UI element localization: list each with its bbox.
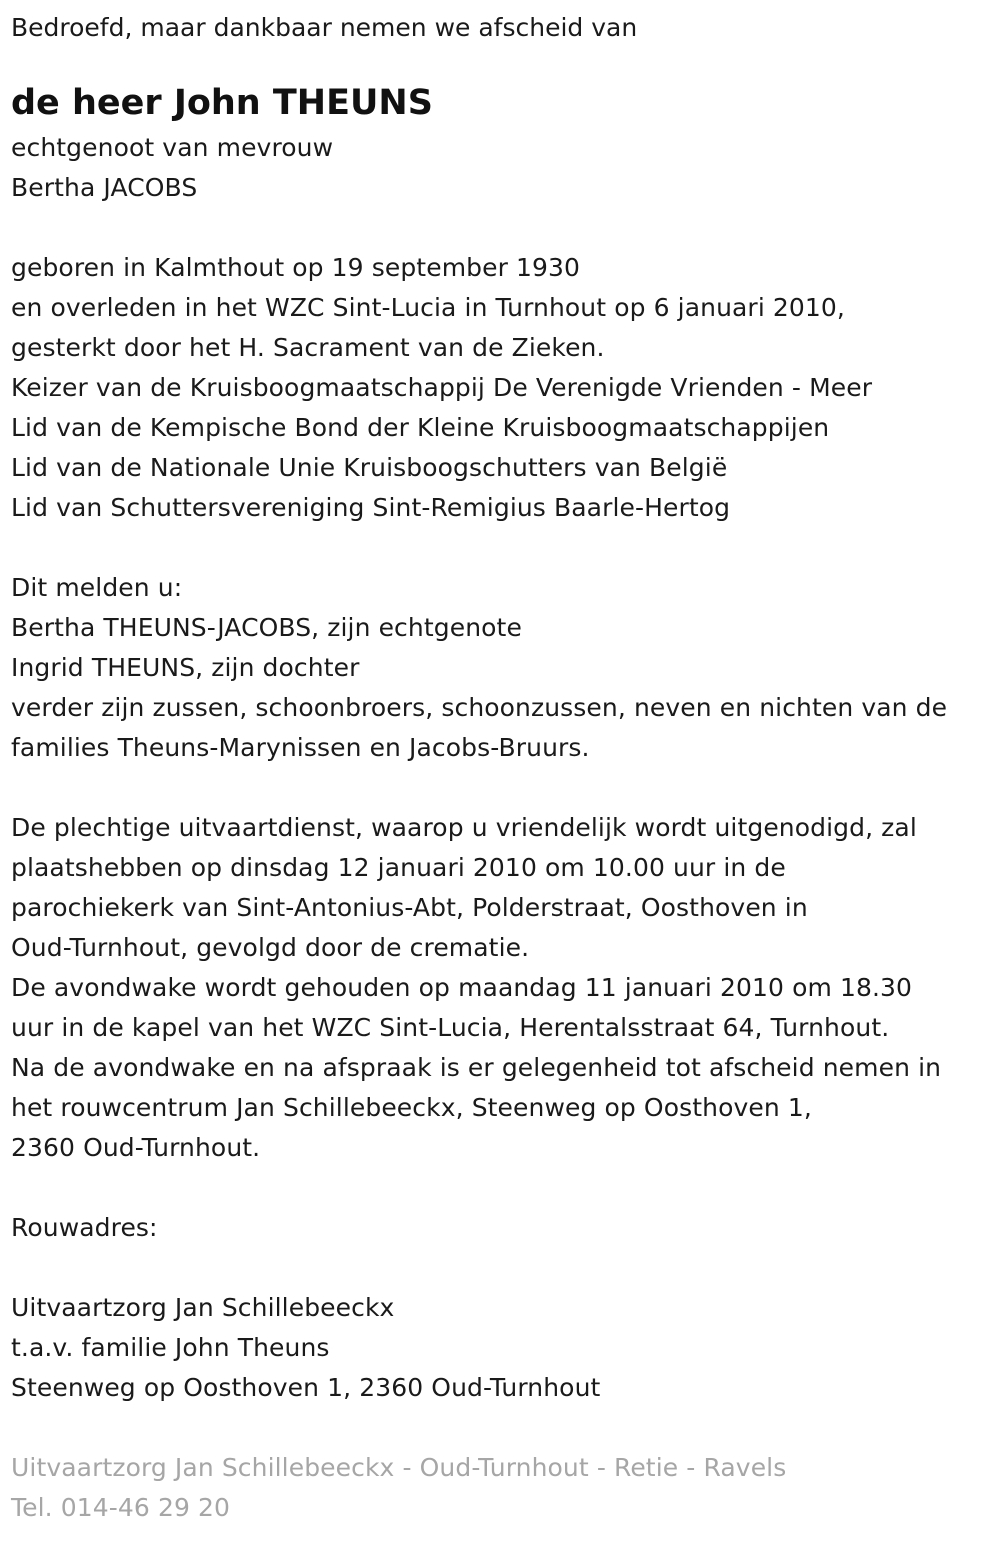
address-section bbox=[11, 1288, 996, 1408]
footer bbox=[11, 1448, 996, 1528]
service-section bbox=[11, 808, 996, 1168]
intro-text: Bedroefd, maar dankbaar nemen we afscheid van bbox=[11, 13, 638, 42]
life-line: en overleden in het WZC Sint-Lucia in Turnhout op 6 januari 2010, bbox=[11, 293, 845, 322]
spacer bbox=[11, 528, 996, 568]
family-line: Bertha THEUNS-JACOBS, zijn echtgenote bbox=[11, 613, 522, 642]
address-line: Uitvaartzorg Jan Schillebeeckx bbox=[11, 1293, 395, 1322]
death-notice bbox=[11, 8, 996, 1528]
service-line: De avondwake wordt gehouden op maandag 11 januari 2010 om 18.30 bbox=[11, 973, 913, 1002]
service-line: De plechtige uitvaartdienst, waarop u vriendelijk wordt uitgenodigd, zal bbox=[11, 813, 917, 842]
service-line: parochiekerk van Sint-Antonius-Abt, Polderstraat, Oosthoven in bbox=[11, 893, 808, 922]
spacer bbox=[11, 1248, 996, 1288]
spacer bbox=[11, 1168, 996, 1208]
service-line: uur in de kapel van het WZC Sint-Lucia, Herentalsstraat 64, Turnhout. bbox=[11, 1013, 890, 1042]
address-line: Steenweg op Oosthoven 1, 2360 Oud-Turnhout bbox=[11, 1373, 601, 1402]
life-line: geboren in Kalmthout op 19 september 1930 bbox=[11, 253, 581, 282]
spouse-section bbox=[11, 128, 996, 208]
footer-phone: Tel. 014-46 29 20 bbox=[11, 1493, 231, 1522]
family-line: verder zijn zussen, schoonbroers, schoonzussen, neven en nichten van de bbox=[11, 693, 948, 722]
spacer bbox=[11, 208, 996, 248]
spouse-line: echtgenoot van mevrouw bbox=[11, 133, 334, 162]
membership-line: Keizer van de Kruisboogmaatschappij De Verenigde Vrienden - Meer bbox=[11, 373, 873, 402]
footer-company: Uitvaartzorg Jan Schillebeeckx - Oud-Turnhout - Retie - Ravels bbox=[11, 1453, 787, 1482]
life-line: gesterkt door het H. Sacrament van de Zieken. bbox=[11, 333, 605, 362]
membership-line: Lid van de Nationale Unie Kruisboogschutters van België bbox=[11, 453, 728, 482]
service-line: 2360 Oud-Turnhout. bbox=[11, 1133, 261, 1162]
service-line: plaatshebben op dinsdag 12 januari 2010 om 10.00 uur in de bbox=[11, 853, 786, 882]
address-label: Rouwadres: bbox=[11, 1213, 158, 1242]
family-line: Ingrid THEUNS, zijn dochter bbox=[11, 653, 360, 682]
spacer bbox=[11, 1408, 996, 1448]
service-line: Na de avondwake en na afspraak is er gelegenheid tot afscheid nemen in bbox=[11, 1053, 942, 1082]
deceased-name: de heer John THEUNS bbox=[11, 83, 433, 123]
membership-line: Lid van de Kempische Bond der Kleine Kruisboogmaatschappijen bbox=[11, 413, 830, 442]
family-section bbox=[11, 568, 996, 768]
spacer bbox=[11, 768, 996, 808]
life-section bbox=[11, 248, 996, 528]
service-line: Oud-Turnhout, gevolgd door de crematie. bbox=[11, 933, 530, 962]
address-line: t.a.v. familie John Theuns bbox=[11, 1333, 330, 1362]
spouse-line: Bertha JACOBS bbox=[11, 173, 198, 202]
family-line: families Theuns-Marynissen en Jacobs-Bruurs. bbox=[11, 733, 590, 762]
family-line: Dit melden u: bbox=[11, 573, 183, 602]
service-line: het rouwcentrum Jan Schillebeeckx, Steenweg op Oosthoven 1, bbox=[11, 1093, 812, 1122]
membership-line: Lid van Schuttersvereniging Sint-Remigius Baarle-Hertog bbox=[11, 493, 731, 522]
